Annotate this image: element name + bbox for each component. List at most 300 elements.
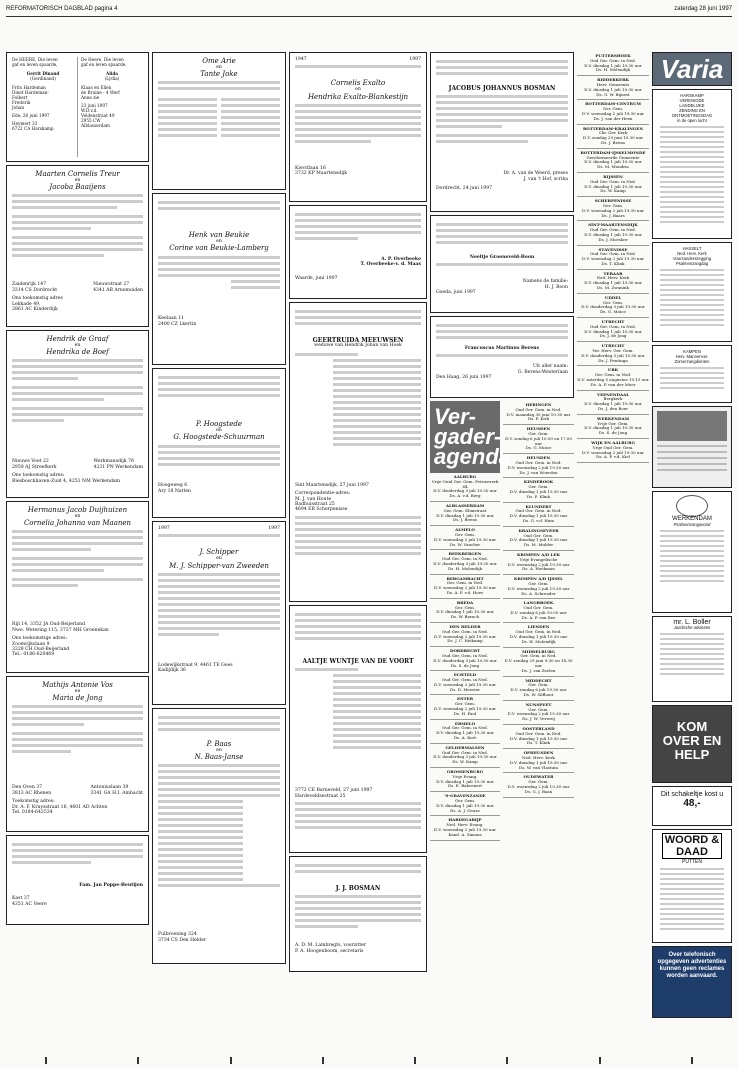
church-location: 'S-GRAVENZANDE [444, 793, 486, 799]
address: 4341 AB Arnemuiden [93, 287, 143, 293]
church-detail: Gereformeerde Gemeente [586, 154, 640, 160]
church-entry [577, 366, 649, 390]
church-entry [577, 294, 649, 318]
jubilee-ad-ome-arie [152, 52, 286, 190]
church-entry [503, 425, 574, 454]
church-detail: Oud Ger. Gem. in Ned. [515, 459, 562, 465]
address: 3341 GA H.I. Ambacht [90, 790, 143, 796]
deceased-name: GEERTRUIDA MEEUWSEN [312, 337, 404, 344]
ad-body-lines [12, 359, 143, 459]
church-entry [503, 725, 574, 749]
church-detail: Ds. A. P. v.d. Kiel [596, 454, 630, 460]
address: Nwe. Wetering 115, 3737 MH Groenekan [12, 627, 109, 633]
church-detail: Ger. Gem. [528, 682, 549, 688]
addresses [12, 459, 143, 470]
church-detail: D.V. woensdag 2 juli 19.30 uur [507, 585, 570, 591]
hasselt-ad [652, 242, 732, 342]
church-detail: Herv. Gemeente [596, 81, 630, 87]
church-detail: D.V. dinsdag 1 juli 19.30 uur [509, 735, 568, 741]
church-detail: Ds. J. W. Verweij [522, 716, 555, 722]
church-entry [577, 342, 649, 366]
notice-text: Over telefonisch opgegeven advertenties kunnen geen reclames worden aanvaard. [657, 952, 727, 979]
church-detail: Ned. Herv. Kerk [522, 755, 555, 761]
ad-line: ONTMOETINGSDAG [671, 113, 713, 118]
address: Antoniuslaan 39 [90, 785, 129, 791]
ad-body-lines [295, 802, 421, 842]
and-text: en [74, 514, 81, 519]
child-name: Gerrit Dinand [26, 71, 60, 76]
church-detail: Oud Ger. Gem. in Ned. [442, 749, 488, 755]
address: 4351 AC Veere [12, 901, 47, 907]
varia-banner [652, 52, 732, 86]
church-detail: Oud Ger. Gem. in Ned. [442, 725, 488, 731]
ad-text: Veldenstraat 49 [81, 113, 115, 118]
birth-ad-1 [6, 52, 149, 162]
church-detail: D.V. woensdag 2 juli 19.30 uur [507, 784, 570, 789]
ad-body-lines [158, 534, 280, 548]
church-detail: Kand. A. Simons [448, 831, 482, 837]
church-entry [430, 744, 500, 768]
church-detail: Ds. J. van der Heen [593, 115, 633, 121]
ad-heading: KOM OVER EN HELP [662, 719, 722, 762]
ad-line: Psalmenzangdag [675, 261, 709, 266]
wedding-ad-treur [6, 165, 149, 327]
church-detail: Ds. A. v.d. Berg [449, 493, 481, 499]
signature: P. A. Hoogenboom, secretaris [295, 948, 364, 954]
church-entry [503, 454, 574, 478]
church-location: BERGAMBACHT [446, 575, 484, 581]
church-location: OUDEWATER [523, 774, 554, 780]
ad-body-lines [295, 353, 421, 483]
church-location: NUNSPEET [525, 701, 552, 707]
church-detail: Ger. Gem. [528, 484, 549, 490]
church-detail: Bergkerk [603, 396, 623, 402]
woord-en-daad-ad [652, 829, 732, 943]
church-location: UDDEL [604, 294, 622, 300]
church-detail: Ds. A. Kort [453, 735, 477, 741]
ad-body-lines [656, 868, 728, 938]
church-list-right [503, 401, 574, 841]
address: Lodewijkstraat 9, 4461 TE Goes [158, 662, 233, 668]
ad-text: Frederik [12, 100, 31, 105]
ad-line: ZENDING EN [679, 108, 705, 113]
church-location: DEN HELDER [449, 623, 481, 629]
address: 4694 EB Scherpenisse [295, 507, 348, 513]
ad-text: 2955 CW [81, 118, 101, 123]
ad-text: (Lydia) [104, 76, 120, 81]
church-detail: Ds. J. Baars [601, 212, 625, 218]
couple-name: Corine van Beukie-Lamberg [169, 244, 269, 253]
header-right: zaterdag 28 juni 1997 [674, 6, 732, 12]
page-footer [0, 1052, 738, 1068]
and-text: en [216, 65, 222, 70]
church-detail: Ds. T. Klink [601, 260, 625, 266]
ad-body-lines [12, 705, 143, 785]
ad-body-lines [295, 668, 421, 788]
ad-body-lines [12, 530, 143, 622]
church-location: LANGBROEK [523, 600, 554, 606]
church-location: MIDDECHT [525, 677, 552, 683]
church-entry [430, 768, 500, 792]
book-ad-image [657, 411, 727, 441]
ad-text: Folbert [12, 95, 28, 100]
church-detail: Chr. Ger. Kerk [598, 130, 628, 136]
church-detail: Ds. G. v.d. Ham [522, 517, 555, 523]
church-detail: Ger. Gem. [602, 106, 624, 112]
child-name: Alida [105, 71, 119, 76]
deceased-name: AALTJE WUNTJE VAN DE VOORT [302, 658, 414, 665]
groom-name: Hermanus Jacob Duijhuizen [27, 506, 128, 514]
address: 3314 CS Dordrecht [12, 287, 58, 293]
church-detail: Ds. H. Molendijk [521, 638, 556, 644]
jubilee-ad-hoogstede [152, 368, 286, 518]
date: Den Haag, 26 juni 1997 [436, 375, 492, 381]
ad-text: Johan [12, 105, 25, 110]
church-detail: D.V. woensdag 2 juli 19.30 uur [434, 827, 496, 833]
ad-text: Heymert 33 [12, 121, 38, 126]
deceased-name: Francuscus Martinus Berens [464, 346, 540, 351]
ad-text: Ede, 26 juni 1997 [12, 113, 50, 118]
church-location: MIDDELBURG [522, 648, 555, 654]
church-detail: Oud Ger. Gem. in Ned. [442, 556, 488, 562]
church-entry [430, 647, 500, 671]
signature: A. D. M. Lambregts, voorzitter [295, 943, 367, 949]
church-detail: Ds. W. Silfhout [523, 692, 554, 698]
church-location: BREDA [456, 599, 474, 605]
ad-body-lines [158, 81, 280, 161]
and-text: en [216, 239, 222, 244]
signature: A. P. Overbeeke [381, 257, 421, 262]
ad-text: Anne zie [81, 95, 100, 100]
church-detail: Ds. S. de Jong [450, 662, 480, 668]
groom-name: Maarten Cornelis Treur [35, 170, 120, 178]
price-label: Dit schakeltje kost u [660, 791, 724, 798]
future-address: Zoomrijkslaan 9 [12, 641, 50, 647]
church-detail: D.V. woensdag 2 juli 19.30 uur [434, 681, 496, 687]
church-location: HEUSDEN [526, 426, 551, 432]
church-location: ERMELO [454, 720, 476, 726]
column-6 [652, 52, 732, 1021]
church-detail: D.V. woensdag 2 juli 19.30 uur [507, 464, 570, 470]
thanks-ad-groeneveld [430, 215, 574, 313]
church-location: KINDEROOK [523, 479, 554, 485]
church-detail: D.V. dinsdag 1 juli 19.30 uur [509, 513, 568, 519]
deceased-name: J. J. BOSMAN [335, 885, 381, 892]
ad-body-lines [295, 104, 421, 166]
church-location: ALMELO [455, 527, 475, 533]
church-entry [577, 197, 649, 221]
church-entry [577, 100, 649, 124]
church-detail: Ver. Herv. Ger. Gem. [592, 348, 634, 354]
church-entry [430, 720, 500, 744]
church-detail: D.V. woensdag 2 juli 19.30 uur [582, 449, 644, 455]
church-detail: Ds. J. den Boer [597, 406, 629, 412]
church-detail: Oud Ger. Gem. in Ned. [515, 730, 562, 736]
address: Nieuwstraat 27 [93, 282, 130, 288]
church-detail: Ds. J. Beens [601, 139, 625, 145]
registration-mark [691, 1057, 693, 1064]
church-entry [430, 695, 500, 719]
deceased-name: JACOBUS JOHANNUS BOSMAN [448, 85, 556, 92]
church-location: HERINGEN [525, 402, 552, 407]
church-location: VEENENDAAL [596, 391, 630, 397]
couple-name: J. Schipper [199, 548, 239, 557]
church-detail: Ger. Gem. Elimstraat [443, 507, 487, 513]
church-detail: D.V. dinsdag 1 juli 19.30 uur [584, 280, 642, 286]
church-detail: Ds. M. Zwanink [597, 285, 629, 291]
church-detail: Ds. A. P. van der Meer [590, 381, 636, 387]
ad-body-lines [436, 354, 568, 364]
church-entry [577, 76, 649, 100]
harskamp-ad [652, 89, 732, 239]
church-detail: Ds. W. Vancher [449, 541, 481, 547]
years [295, 57, 421, 62]
church-detail: Ger. Gem. [602, 202, 624, 208]
church-location: UTRECHT [601, 343, 625, 349]
signature: Dr. A. van de Weerd, preses [503, 171, 568, 177]
address: Ary 18 Natten [158, 488, 192, 494]
church-detail: Ds. A. P. van Ree [521, 614, 556, 620]
ad-line: Ned. Herv. Kerk [677, 251, 707, 256]
ad-subheading: PUTTEN [682, 859, 702, 865]
and-text: en [74, 689, 81, 694]
church-detail: Ds. H. Paul [453, 710, 477, 716]
church-detail: Ds. M. Mulder [523, 542, 554, 548]
church-detail: Ds. F. Kirk [527, 416, 550, 422]
anniversary-ad-poppe [6, 835, 149, 925]
column-4 [430, 52, 574, 841]
church-detail: Ds. J. Beens [453, 517, 477, 523]
church-detail: Oud Ger. Gem. in Ned. [442, 628, 488, 634]
church-detail: D.V. woensdag 2 juli 19.30 uur [434, 585, 496, 591]
church-entry [503, 623, 574, 647]
obituary-meeuwsen [289, 302, 427, 602]
church-location: BEEKBERGEN [448, 551, 482, 557]
church-location: OOSTERLAND [522, 726, 555, 732]
church-location: GROSSENBURG [446, 769, 484, 775]
ad-heading: WERKENDAM [672, 516, 712, 522]
church-detail: Ds. J. C. Heikamp [447, 638, 483, 644]
church-location: HARDEGARIJP [448, 817, 482, 823]
church-detail: Ds. W. Kamp [600, 188, 626, 194]
deceased-name: Neeltje Groeneveld-Boon [469, 255, 535, 260]
church-detail: Ds. A. Schreuder [521, 590, 556, 596]
and-text: en [74, 178, 81, 183]
church-detail: D.V. dinsdag 1 juli 19.30 uur [436, 730, 494, 736]
church-location: KRIMPEN A/D LEK [517, 551, 560, 557]
address: Werkmansdijk 76 [93, 459, 134, 465]
obituary-van-de-voort [289, 605, 427, 853]
ad-subheading: Juridische adviezen [673, 625, 711, 630]
address: 4231 PN Werkendam [93, 464, 143, 470]
church-detail: Oud Ger. Gem. in Ned. [442, 652, 488, 658]
registration-mark [322, 1057, 324, 1064]
church-entry [503, 599, 574, 623]
church-detail: D.V. zondag 6 juli 19.30 uur [510, 687, 567, 693]
telephone-notice [652, 946, 732, 1018]
ad-body-lines [436, 223, 568, 255]
church-detail: D.V. donderdag 3 juli 19.30 uur [433, 560, 497, 566]
bride-name: Hendrika de Boef [46, 348, 109, 357]
ad-text: gaf en leven spaarde, [12, 62, 58, 67]
ad-body-lines [656, 126, 728, 226]
jubilee-ad-beukie [152, 193, 286, 365]
church-location: STAVENISSE [598, 246, 628, 252]
church-detail: Ds. J. van Woerden [519, 469, 558, 475]
church-location: SCHERPENISSE [594, 198, 632, 204]
and-text: en [216, 428, 222, 433]
phone: Tel. 0184-642534 [12, 810, 53, 816]
church-detail: D.V. donderdag 3 juli 19.30 uur [433, 657, 497, 663]
church-location: LIENDEN [527, 624, 550, 630]
church-detail: Ds. W. Baruch [450, 614, 480, 620]
future-address: 3328 CH Oud-Beijerland [12, 647, 70, 653]
bride-name: Maria de Jong [52, 694, 103, 703]
column-1 [6, 52, 149, 928]
kampen-ad [652, 345, 732, 403]
address: 3732 KP Maartensdijk [295, 171, 348, 177]
signature: J. van 't Hof, scriba [523, 176, 568, 182]
church-detail: D.V. woensdag 2 juli 19.30 uur [507, 711, 570, 717]
jubilee-ad-schipper [152, 521, 286, 705]
church-entry [430, 473, 500, 502]
price-ad [652, 786, 732, 826]
ad-body-lines [295, 613, 421, 659]
church-location: KRIMPEN A/D IJSSEL [514, 576, 563, 582]
church-detail: Vrije Oud Ger. Gem. [592, 444, 634, 450]
church-detail: D.V. dinsdag 1 juli 19.30 uur [509, 537, 568, 543]
church-detail: Ds. W. Kamp [452, 759, 478, 765]
signature: Fam. Jan Poppe-Beutijen [79, 883, 143, 888]
address: Rijl 14, 3352 JA Oud-Beijerland [12, 622, 86, 628]
church-detail: Ds. W. van Vlastuin [519, 764, 558, 770]
church-detail: Ds. G. Moice [600, 309, 626, 315]
column-5 [577, 52, 649, 463]
church-detail: Ds. G. Moice [525, 445, 552, 451]
birth-ad-1-left [12, 57, 74, 157]
ad-text: Alblasserdam [81, 123, 110, 128]
correspondence-label: Correspondentie-adres: [295, 491, 351, 497]
jubilee-ad-baas [152, 708, 286, 964]
church-detail: Ger. Gem. in Ned. [520, 653, 557, 659]
date: 3772 CE Barneveld, 27 juni 1997 [295, 788, 373, 794]
signature: H. J. Boon [544, 284, 568, 290]
address: Kadijdijk 36 [158, 668, 186, 674]
church-entry [577, 439, 649, 463]
ad-line: in de open lucht [677, 118, 707, 123]
ad-line: HARSKAMP [680, 93, 704, 98]
church-detail: Ds. G. J. Baan [524, 788, 553, 794]
ad-body-lines [158, 376, 280, 420]
church-list-col5 [577, 52, 649, 463]
future-address: Lekkade 49, [12, 301, 41, 307]
signature: G. Berens-Westerlaan [517, 369, 568, 375]
year: 1997 [158, 526, 170, 531]
church-detail: D.V. zaterdag 5 augustus 19.15 uur [577, 377, 649, 383]
ad-body-lines [295, 65, 421, 79]
church-detail: Ds. A. Hoekman [522, 566, 555, 572]
church-detail: D.V. woensdag 2 juli 19.30 uur [507, 561, 570, 567]
church-entry [430, 599, 500, 623]
church-detail: Vrije Evang. [452, 773, 478, 779]
church-location: TERAAR [603, 270, 623, 276]
ad-text: De Heere, Die leven [81, 57, 124, 62]
ad-body-lines [436, 60, 568, 86]
groom-name: Mathijs Antonie Vos [42, 681, 113, 689]
church-detail: Ger. Gem. [528, 580, 549, 586]
ad-heading: WOORD & DAAD [662, 833, 722, 859]
church-detail: D.V. dinsdag 1 juli 19.30 uur [436, 778, 494, 784]
ad-body-lines [295, 516, 421, 576]
address: 2959 AJ Streefkerk [12, 464, 57, 470]
couple-name: Hendrika Exalto-Blankestijn [307, 92, 409, 101]
obituary-subtitle: weduwe van Hendrik Johan van Hoek [314, 343, 402, 349]
kom-over-ad [652, 705, 732, 783]
church-detail: Ds. T. Klink [527, 740, 550, 746]
church-detail: D.V. dinsdag 1 juli 19.30 uur [584, 328, 642, 334]
thanks-ad-berens [430, 316, 574, 398]
church-detail: D.V. dinsdag 1 juli 19.30 uur [584, 62, 642, 68]
church-entry [577, 318, 649, 342]
church-location: ALBLASSERDAM [445, 502, 485, 508]
date: Dordrecht, 24 juni 1997 [436, 186, 493, 192]
ad-text: de Bruine - 4 Werf [81, 90, 120, 95]
couple-name: P. Hoogstede [196, 420, 242, 428]
ad-text: gaf en leven spaarde, [81, 62, 127, 67]
ad-body-lines [158, 716, 280, 740]
ad-text: De HEERE, Die leven [12, 57, 58, 62]
church-entry [503, 773, 574, 797]
ad-body-lines [436, 324, 568, 346]
ad-text: 6722 CA Harskamp [12, 126, 54, 131]
church-location: DORDRECHT [449, 648, 481, 654]
church-detail: Ds. E. Bakvenert [447, 783, 483, 789]
couple-name: G. Hoogstede-Schuurman [173, 433, 265, 442]
address: Zaidenrijk 147 [12, 282, 47, 288]
addresses [12, 785, 143, 796]
registration-mark [230, 1057, 232, 1064]
wedding-ad-vos [6, 676, 149, 832]
church-list-left [430, 473, 500, 841]
church-detail: Vrije Evangelische [519, 556, 558, 562]
address: Kievitlaan 16 [295, 165, 326, 171]
church-entry [503, 551, 574, 575]
church-detail: Ds. J. van Zeelen [521, 667, 556, 673]
church-detail: Oud Ger. Gem. in Ned. [590, 251, 636, 257]
church-detail: D.V. dinsdag 1 juli 19.30 uur [509, 759, 568, 765]
registration-mark [414, 1057, 416, 1064]
ad-body-lines [656, 633, 728, 683]
couple-name: P. Baas [206, 740, 232, 748]
date: Goeda, juni 1997 [436, 290, 476, 296]
ad-body-lines [295, 864, 421, 886]
agenda-left [430, 401, 512, 841]
ad-body-lines [295, 895, 421, 943]
church-entry [577, 149, 649, 173]
year: 1947 [295, 57, 307, 62]
church-entry [577, 52, 649, 76]
header-left: REFORMATORISCH DAGBLAD pagina 4 [6, 6, 118, 12]
church-location: PUTTERSHOEK [595, 53, 631, 58]
signature: Uit aller naam: [532, 364, 568, 370]
ad-body-lines [295, 310, 421, 338]
church-detail: D.V. dinsdag 1 juli 19.30 uur [436, 512, 494, 518]
ad-body-lines [12, 843, 143, 883]
addresses [12, 282, 143, 293]
varia-heading: Varia [653, 53, 731, 85]
church-location: ROTTERDAM-IJSSELMONDE [580, 149, 646, 155]
church-location: SINT-MAARTENSDIJK [588, 222, 638, 228]
